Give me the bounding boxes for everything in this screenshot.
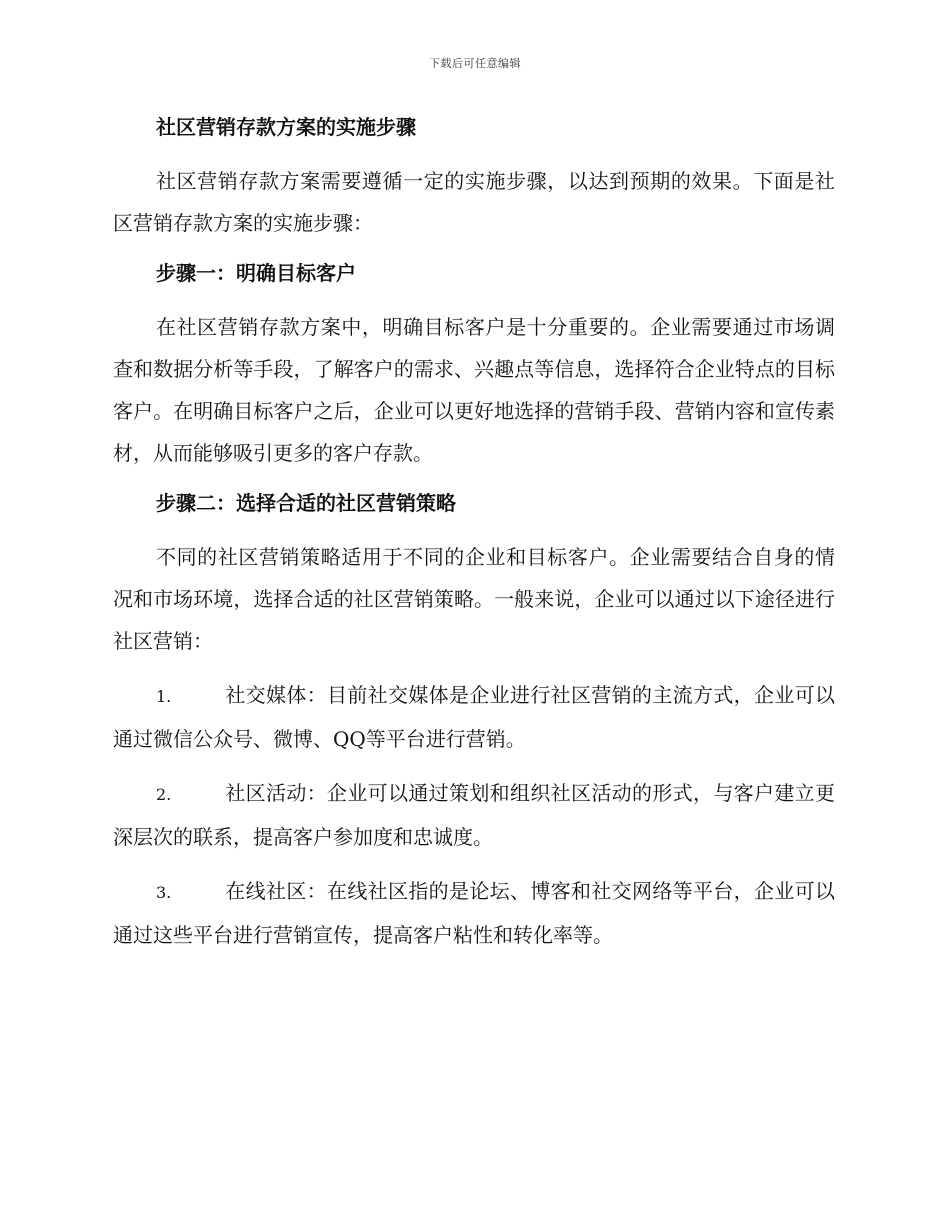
step1-heading: 步骤一：明确目标客户 [156,261,356,285]
list-item-text: 社交媒体：目前社交媒体是企业进行社区营销的主流方式，企业可以通过微信公众号、微博、QQ等平台进行营销。 [113,683,835,751]
list-item-number: 2. [156,785,172,804]
list-item-number: 3. [156,883,172,902]
document-body [113,110,835,968]
list-item-social-media [113,674,835,760]
list-item-text: 社区活动：企业可以通过策划和组织社区活动的形式，与客户建立更深层次的联系，提高客户参加度和忠诚度。 [113,781,835,849]
intro-paragraph: 社区营销存款方案需要遵循一定的实施步骤，以达到预期的效果。下面是社区营销存款方案的实施步骤： [113,169,835,235]
page-header: 下载后可任意编辑 [429,57,521,70]
step1-paragraph: 在社区营销存款方案中，明确目标客户是十分重要的。企业需要通过市场调查和数据分析等手段，了解客户的需求、兴趣点等信息，选择符合企业特点的目标客户。在明确目标客户之后，企业可以更好地选择的营销手段、营销内容和宣传素材，从而能够吸引更多的客户存款。 [113,315,835,465]
list-item-community-events [113,772,835,858]
step2-heading: 步骤二：选择合适的社区营销策略 [156,491,456,515]
step2-paragraph: 不同的社区营销策略适用于不同的企业和目标客户。企业需要结合自身的情况和市场环境，选择合适的社区营销策略。一般来说，企业可以通过以下途径进行社区营销： [113,545,835,653]
list-item-online-community [113,870,835,956]
document-title: 社区营销存款方案的实施步骤 [156,115,416,139]
list-item-text: 在线社区：在线社区指的是论坛、博客和社交网络等平台，企业可以通过这些平台进行营销宣传，提高客户粘性和转化率等。 [113,879,835,947]
list-item-number: 1. [156,687,172,706]
